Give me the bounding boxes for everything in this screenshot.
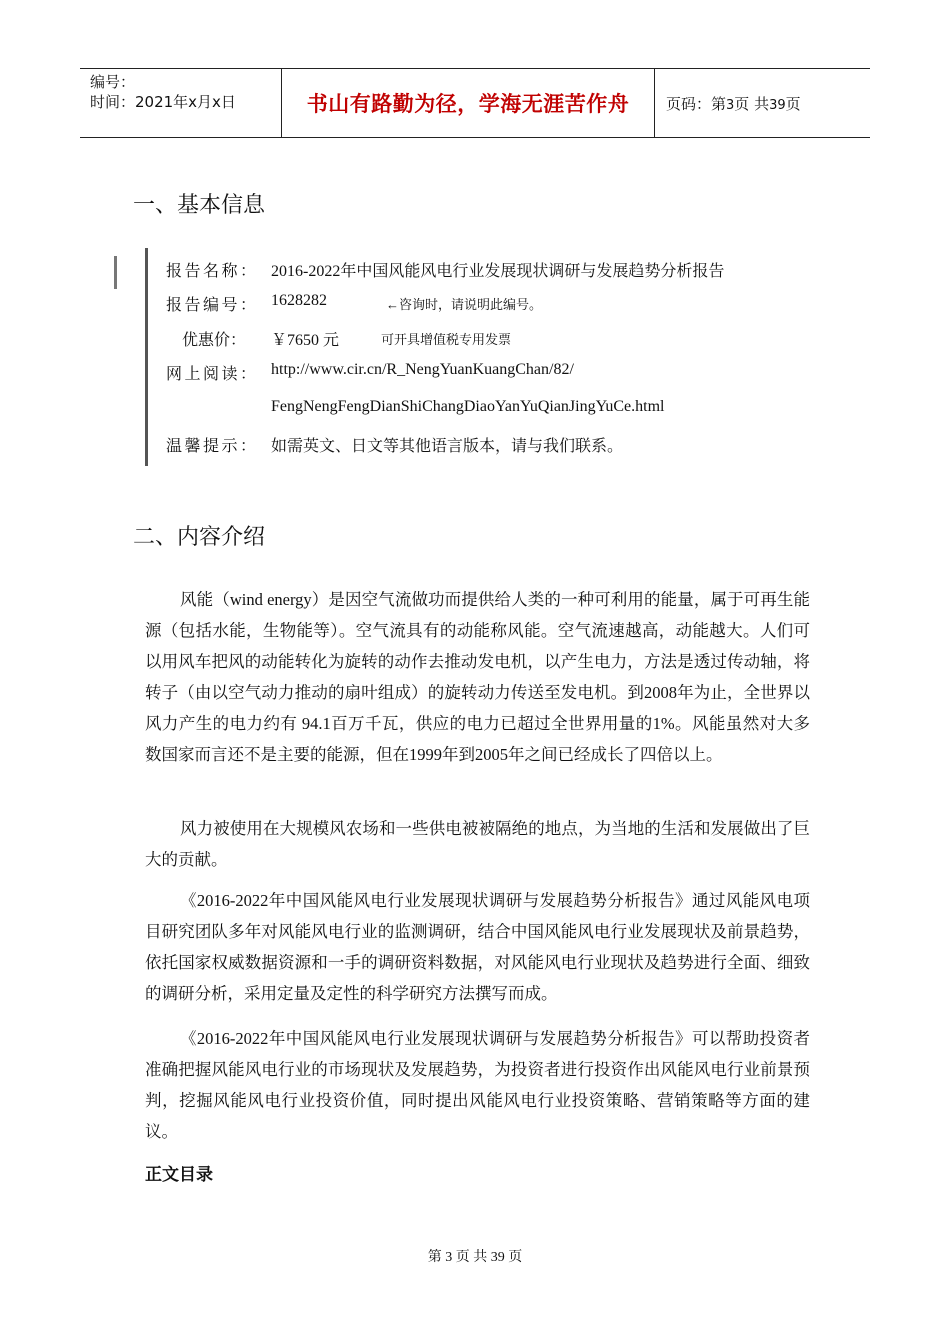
doc-number-label: 编号： — [90, 73, 136, 91]
info-value: 2016-2022年中国风能风电行业发展现状调研与发展趋势分析报告 — [271, 263, 725, 280]
info-note: ←咨询时，请说明此编号。 — [386, 297, 543, 312]
info-link[interactable]: FengNengFengDianShiChangDiaoYanYuQianJingYuCe.html — [271, 398, 665, 415]
motto: 书山有路勤为径，学海无涯苦作舟 — [306, 92, 630, 116]
header-page-cell — [656, 69, 870, 137]
intro-paragraph: 《2016-2022年中国风能风电行业发展现状调研与发展趋势分析报告》通过风能风电项目研究团队多年对风能风电行业的监测调研，结合中国风能风电行业发展现状及前景趋势，依托国家权威数据资源和一手的调研资料数据，对风能风电行业现状及趋势进行全面、细致的调研分析，采用定量及定性的科学研究方法撰写而成。 — [145, 891, 810, 1003]
info-value: ￥7650 元 — [271, 332, 340, 349]
page-total: 39 — [769, 97, 786, 113]
basic-info-block — [145, 248, 848, 466]
doc-date: 时间：2021年x月x日 — [90, 93, 236, 111]
info-label: 网上阅读： — [166, 366, 256, 383]
section-title-basic-info: 一、基本信息 — [133, 193, 266, 218]
divider — [114, 256, 117, 289]
info-note: 可开具增值税专用发票 — [381, 332, 512, 347]
page-indicator: 页码：第3页 共39页 — [666, 94, 801, 113]
intro-paragraph: 风力被使用在大规模风农场和一些供电被被隔绝的地点，为当地的生活和发展做出了巨大的贡献。 — [145, 819, 810, 869]
section-title-content-intro: 二、内容介绍 — [133, 525, 266, 550]
info-link[interactable]: http://www.cir.cn/R_NengYuanKuangChan/82/ — [271, 361, 574, 378]
page-header — [80, 68, 870, 138]
info-value: 如需英文、日文等其他语言版本，请与我们联系。 — [271, 438, 624, 455]
info-label: 温馨提示： — [166, 438, 256, 455]
info-value: 1628282 — [271, 292, 327, 309]
info-label: 优惠价： — [181, 332, 246, 349]
info-label: 报告编号： — [166, 297, 256, 314]
toc-heading: 正文目录 — [145, 1165, 213, 1185]
intro-paragraph: 《2016-2022年中国风能风电行业发展现状调研与发展趋势分析报告》可以帮助投资者准确把握风能风电行业的市场现状及发展趋势，为投资者进行投资作出风能风电行业前景预判，挖掘风能风电行业投资价值，同时提出风能风电行业投资策略、营销策略等方面的建议。 — [145, 1029, 810, 1141]
page-footer: 第 3 页 共 39 页 — [427, 1250, 523, 1265]
info-label: 报告名称： — [166, 263, 256, 280]
header-motto-cell — [282, 69, 655, 137]
page-current: 3 — [726, 97, 735, 113]
header-meta-cell — [80, 69, 282, 137]
intro-paragraph: 风能（wind energy）是因空气流做功而提供给人类的一种可利用的能量，属于可再生能源（包括水能，生物能等）。空气流具有的动能称风能。空气流速越高，动能越大。人们可以用风车把风的动能转化为旋转的动作去推动发电机，以产生电力，方法是透过传动轴，将转子（由以空气动力推动的扇叶组成）的旋转动力传送至发电机。到2008年为止，全世界以风力产生的电力约有 94.1百万千瓦，供应的电力已超过全世界用量的1%。风能虽然对大多数国家而言还不是主要的能源，但在1999年到2005年之间已经成长了四倍以上。 — [145, 590, 810, 764]
